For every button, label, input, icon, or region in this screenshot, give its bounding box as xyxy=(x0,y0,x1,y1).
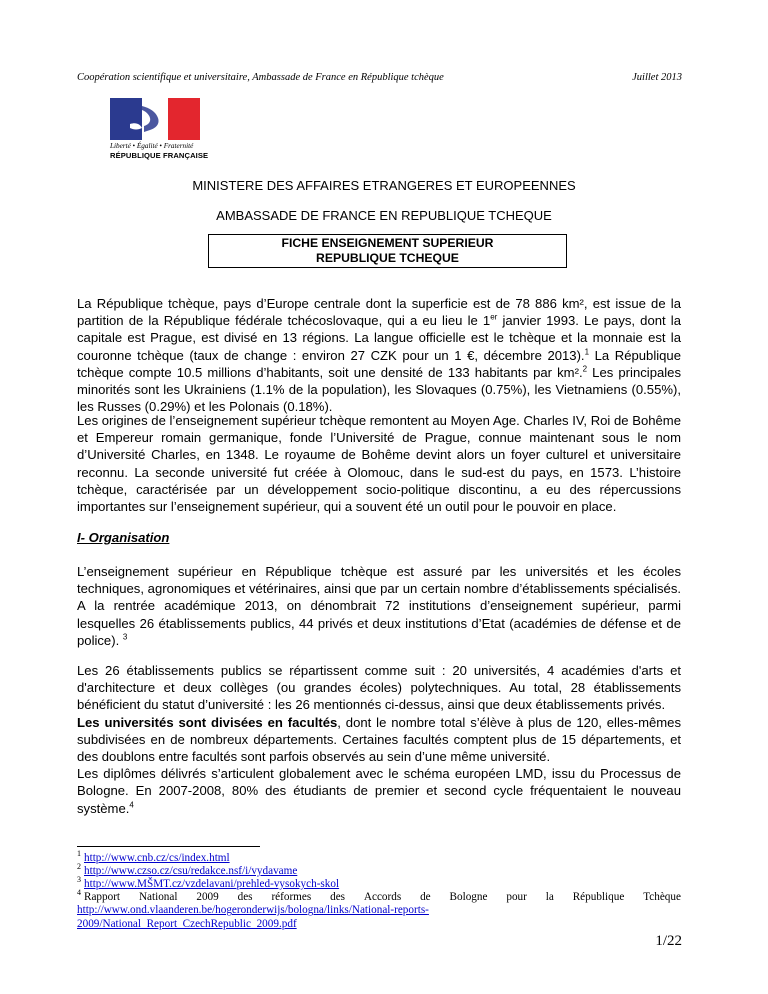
footnote-4-title: $^4$ Rapport National 2009 des réformes des Accords de Bologne pour la République Tchèque xyxy=(77,888,681,903)
fiche-title-line1: FICHE ENSEIGNEMENT SUPERIEUR xyxy=(281,236,494,250)
footnote-3: $^3$ http://www.MŠMT.cz/vzdelavani/prehled-vysokych-skol xyxy=(77,875,340,890)
footnote-4-link[interactable]: http://www.ond.vlaanderen.be/hogeronderwijs/bologna/links/National-reports- xyxy=(77,904,429,917)
footnote-ref-1[interactable]: 1 xyxy=(584,347,590,357)
paragraph-organisation: L’enseignement supérieur en République tchèque est assuré par les universités et les écoles techniques, agronomiques et vétérinaires, ainsi que par un certain nombre d’établissements spécialisés. A la rentrée académique 2013, on dénombrait 72 institutions d’enseignement supérieur, parmi lesquelles 26 établissements publics, 44 privés et deux institutions d’Etat (académies de défense et de police). $^3$ xyxy=(77,564,681,648)
ministry-title: MINISTERE DES AFFAIRES ETRANGERES ET EUROPEENNES xyxy=(192,178,576,193)
bold-statement: Les universités sont divisées en facultés xyxy=(77,714,338,730)
flag-red-band xyxy=(168,98,200,140)
fiche-title-box xyxy=(208,234,567,268)
footnote-4 xyxy=(77,888,681,931)
footnote-4-link-continued[interactable]: 2009/National_Report_CzechRepublic_2009.pdf xyxy=(77,917,297,930)
footnote-2-link[interactable]: http://www.czso.cz/csu/redakce.nsf/i/vydavame xyxy=(84,865,298,877)
section-heading-organisation: I- Organisation xyxy=(77,530,170,545)
running-header-date: Juillet 2013 xyxy=(632,72,682,83)
fiche-title-line2: REPUBLIQUE TCHEQUE xyxy=(316,250,459,265)
footnote-ref-3[interactable]: 3 xyxy=(122,632,128,642)
page-number: 1/22 xyxy=(655,933,682,949)
running-header-left: Coopération scientifique et universitaire, Ambassade de France en République tchèque xyxy=(77,72,444,83)
logo-motto: Liberté • Égalité • Fraternité xyxy=(110,142,194,150)
marianne-flag-icon xyxy=(110,98,200,140)
footnote-separator xyxy=(77,846,260,847)
flag-blue-band xyxy=(110,98,142,140)
footnote-2: $^2$ http://www.czso.cz/csu/redakce.nsf/i/vydavame xyxy=(77,862,298,877)
footnote-ref-4[interactable]: 4 xyxy=(129,800,134,810)
paragraph-history: Les origines de l’enseignement supérieur tchèque remontent au Moyen Age. Charles IV, Roi de Bohême et Empereur romain germanique, fonde l’Université de Prague, connue maintenant sous le nom d’Université Charles, en 1348. Le royaume de Bohême devint alors un foyer culturel et universitaire reconnu. La seconde université fut créée à Olomouc, dans le sud-est du pays, en 1573. L’histoire tchèque, caractérisée par un développement socio-politique discontinu, a eu des répercussions importantes sur l’enseignement supérieur, qui a souvent été un outil pour le pouvoir en place. xyxy=(77,413,681,515)
footnote-1: $^1$ http://www.cnb.cz/cs/index.html xyxy=(77,849,230,864)
republique-francaise-logo xyxy=(110,98,209,160)
embassy-title: AMBASSADE DE FRANCE EN REPUBLIQUE TCHEQUE xyxy=(216,208,552,223)
footnote-1-link[interactable]: http://www.cnb.cz/cs/index.html xyxy=(84,852,230,864)
footnote-3-link[interactable]: http://www.MŠMT.cz/vzdelavani/prehled-vysokych-skol xyxy=(84,878,340,890)
footnote-ref-2[interactable]: 2 xyxy=(582,364,588,374)
paragraph-establishments: Les 26 établissements publics se répartissent comme suit : 20 universités, 4 académies d'arts et d'architecture et deux collèges (ou grandes écoles) polytechniques. Au total, 28 établissements bénéficient du statut d’université : les 26 mentionnés ci-dessus, ainsi que deux établissements privés. Les universités sont divisées en facultés, dont le nombre total s’élève à plus de 120, elles-mêmes subdivisées en de nombreux départements. Certaines facultés comptent plus de 15 départements, et des doublons entre facultés sont parfois observés au sein d’une même université. Les diplômes délivrés s’articulent globalement avec le schéma européen LMD, issu du Processus de Bologne. En 2007-2008, 80% des étudiants de premier et second cycle fréquentaient le nouveau système.$^4$ xyxy=(77,663,681,816)
logo-republique-francaise: RÉPUBLIQUE FRANÇAISE xyxy=(110,151,209,160)
paragraph-introduction: La République tchèque, pays d’Europe centrale dont la superficie est de 78 886 km², est issue de la partition de la République fédérale tchécoslovaque, qui a eu lieu le 1er janvier 1993. Le pays, dont la capitale est Prague, est divisé en 13 régions. La langue officielle est le tchèque et la monnaie est la couronne tchèque (taux de change : environ 27 CZK pour un 1 €, décembre 2013).$^1$ La République tchèque compte 10.5 millions d’habitants, soit une densité de 133 habitants par km².$^2$ Les principales minorités sont les Ukrainiens (1.1% de la population), les Slovaques (0.75%), les Vietnamiens (0.55%), les Russes (0.29%) et les Polonais (0.18%). xyxy=(77,296,681,415)
